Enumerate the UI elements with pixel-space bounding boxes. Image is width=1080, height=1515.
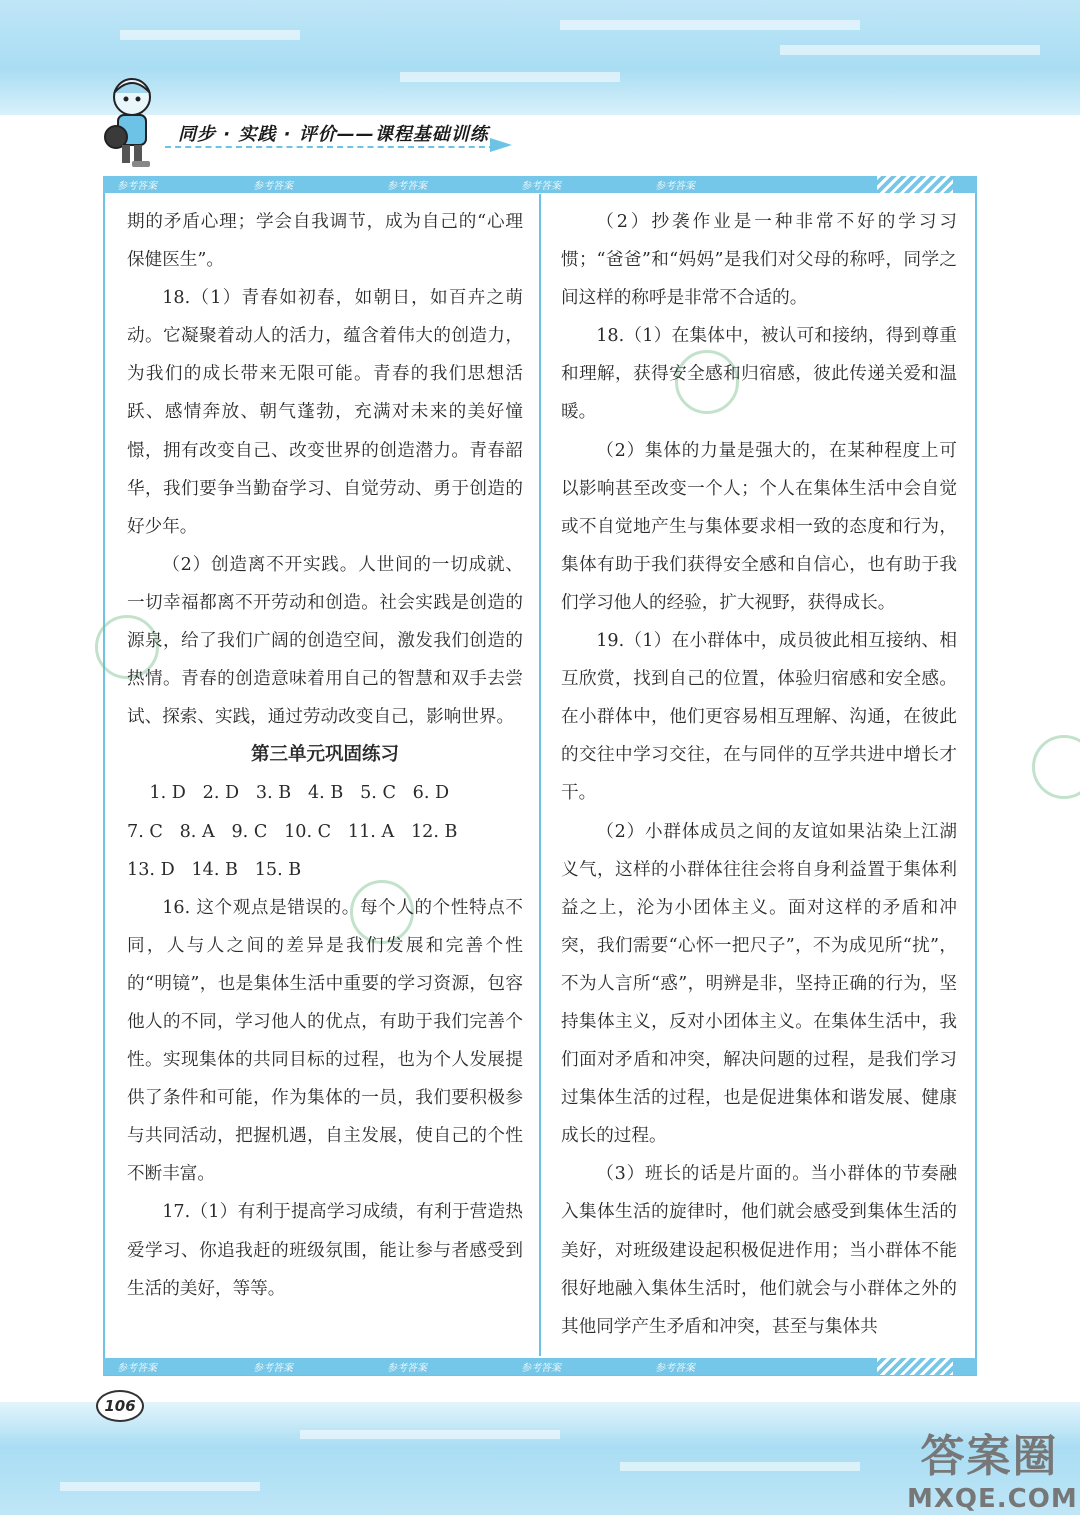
paragraph: （3）班长的话是片面的。当小群体的节奏融入集体生活的旋律时，他们就会感受到集体生活的美好，对班级建设起积极促进作用；当小群体不能很好地融入集体生活时，他们就会与小群体之外的其他同学产生矛盾和冲突，甚至与集体共	[561, 1164, 957, 1337]
header-dashed-line	[165, 146, 495, 148]
answer-key-line: 1. D 2. D 3. B 4. B 5. C 6. D	[127, 783, 450, 804]
answer-tag: 参考答案	[387, 181, 427, 192]
top-banner	[0, 0, 1080, 115]
answer-tag: 参考答案	[521, 1363, 561, 1374]
paragraph: 期的矛盾心理；学会自我调节，成为自己的“心理保健医生”。	[127, 212, 523, 271]
frame-bottom-bar	[103, 1358, 977, 1375]
frame-hatch-decoration	[877, 176, 953, 193]
paragraph: 18.（1）在集体中，被认可和接纳，得到尊重和理解，获得安全感和归宿感，彼此传递关爱和温暖。	[561, 326, 957, 423]
answer-key-line: 13. D 14. B 15. B	[127, 859, 302, 880]
header-title: 同步 · 实践 · 评价——课程基础训练	[178, 124, 489, 145]
paragraph: 16. 这个观点是错误的。每个人的个性特点不同，人与人之间的差异是我们发展和完善个性的“明镜”，也是集体生活中重要的学习资源，包容他人的不同，学习他人的优点，有助于我们完善个性。实现集体的共同目标的过程，也为个人发展提供了条件和可能，作为集体的一员，我们要积极参与共同活动，把握机遇，自主发展，使自己的个性不断丰富。	[127, 897, 523, 1185]
paragraph: 18.（1）青春如初春，如朝日，如百卉之萌动。它凝聚着动人的活力，蕴含着伟大的创造力，为我们的成长带来无限可能。青春的我们思想活跃、感情奔放、朝气蓬勃，充满对未来的美好憧憬，拥有改变自己、改变世界的创造潜力。青春韶华，我们要争当勤奋学习、自觉劳动、勇于创造的好少年。	[127, 288, 523, 537]
answer-tag: 参考答案	[117, 1363, 157, 1374]
paper-plane-icon	[490, 138, 512, 152]
section-title: 第三单元巩固练习	[250, 744, 399, 766]
paragraph: （2）集体的力量是强大的，在某种程度上可以影响甚至改变一个人；个人在集体生活中会自觉或不自觉地产生与集体要求相一致的态度和行为，集体有助于我们获得安全感和自信心，也有助于我们学习他人的经验，扩大视野，获得成长。	[561, 440, 957, 613]
mascot-illustration	[102, 75, 162, 170]
watermark-seal-icon	[1032, 735, 1080, 799]
site-logo	[907, 1420, 1078, 1514]
answer-tag: 参考答案	[117, 181, 157, 192]
answer-tag: 参考答案	[253, 181, 293, 192]
answer-tag: 参考答案	[253, 1363, 293, 1374]
answer-tag: 参考答案	[521, 181, 561, 192]
paragraph: （2）小群体成员之间的友谊如果沾染上江湖义气，这样的小群体往往会将自身利益置于集体利益之上，沦为小团体主义。面对这样的矛盾和冲突，我们需要“心怀一把尺子”，不为成见所“扰”，不为人言所“惑”，明辨是非，坚持正确的行为，坚持集体主义，反对小团体主义。在集体生活中，我们面对矛盾和冲突，解决问题的过程，是我们学习过集体生活的过程，也是促进集体和谐发展、健康成长的过程。	[561, 821, 957, 1147]
logo-text: 答案圈	[920, 1431, 1059, 1482]
answer-tag: 参考答案	[387, 1363, 427, 1374]
paragraph: 17.（1）有利于提高学习成绩，有利于营造热爱学习、你追我赶的班级氛围，能让参与者感受到生活的美好，等等。	[127, 1202, 523, 1299]
paragraph: 19.（1）在小群体中，成员彼此相互接纳、相互欣赏，找到自己的位置，体验归宿感和安全感。在小群体中，他们更容易相互理解、沟通，在彼此的交往中学习交往，在与同伴的互学共进中增长才干。	[561, 631, 957, 804]
answer-key-line: 7. C 8. A 9. C 10. C 11. A 12. B	[127, 821, 458, 842]
answer-tag: 参考答案	[655, 1363, 695, 1374]
column-divider	[539, 194, 541, 1356]
answer-tag: 参考答案	[655, 181, 695, 192]
right-column	[561, 203, 957, 1346]
logo-url: MXQE.COM	[907, 1484, 1078, 1514]
frame-top-bar	[103, 176, 977, 193]
paragraph: （2）抄袭作业是一种非常不好的学习习惯；“爸爸”和“妈妈”是我们对父母的称呼，同学之间这样的称呼是非常不合适的。	[561, 212, 957, 309]
frame-hatch-decoration	[877, 1358, 953, 1375]
paragraph: （2）创造离不开实践。人世间的一切成就、一切幸福都离不开劳动和创造。社会实践是创造的源泉，给了我们广阔的创造空间，激发我们创造的热情。青春的创造意味着用自己的智慧和双手去尝试、探索、实践，通过劳动改变自己，影响世界。	[127, 554, 523, 728]
page-number: 106	[96, 1390, 144, 1422]
left-column	[127, 203, 523, 1308]
